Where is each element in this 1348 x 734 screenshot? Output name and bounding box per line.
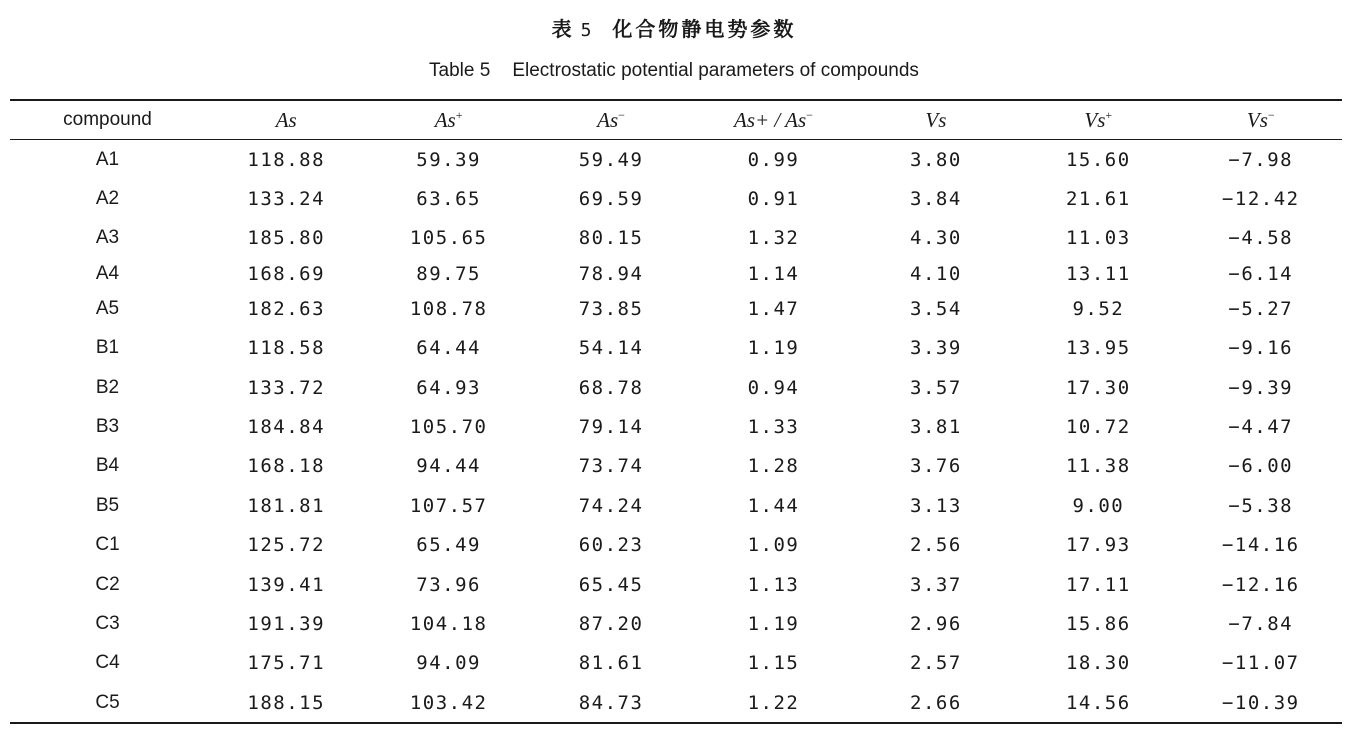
cell-value: 79.14 (578, 416, 644, 439)
cell-value: 65.49 (416, 534, 481, 557)
cell-value: 3.84 (910, 188, 962, 211)
cell-value: 89.75 (416, 262, 481, 285)
cell-value: 73.96 (416, 573, 481, 596)
cell-value: 80.15 (578, 227, 644, 250)
table-row (10, 329, 1342, 368)
cell-value: 2.96 (910, 612, 962, 635)
cell-value: 3.81 (910, 416, 962, 439)
cell-compound: C2 (95, 573, 120, 595)
cell-value: 74.24 (578, 494, 644, 517)
cell-value: 3.57 (910, 376, 962, 399)
title-en-text: Electrostatic potential parameters of compounds (512, 60, 919, 81)
cell-compound: B1 (95, 337, 120, 359)
cell-value: −10.39 (1221, 691, 1300, 714)
cell-value: −5.27 (1228, 297, 1294, 320)
cell-value: −5.38 (1228, 494, 1294, 517)
cell-value: 3.39 (910, 337, 962, 360)
cell-value: 81.61 (578, 652, 644, 675)
cell-compound: B2 (95, 376, 120, 398)
title-cn-text: 化合物静电势参数 (612, 17, 797, 41)
table-row (10, 219, 1342, 258)
cell-value: 139.41 (247, 573, 326, 596)
cell-value: 185.80 (247, 227, 326, 250)
cell-value: −9.39 (1228, 376, 1294, 399)
cell-value: 65.45 (578, 573, 644, 596)
table-row (10, 289, 1342, 328)
cell-value: −6.00 (1228, 455, 1294, 478)
cell-value: 78.94 (578, 262, 644, 285)
cell-value: 11.38 (1065, 455, 1131, 478)
cell-value: 11.03 (1065, 227, 1131, 250)
cell-value: 10.72 (1065, 416, 1131, 439)
cell-value: −14.16 (1221, 534, 1300, 557)
cell-value: −7.98 (1228, 148, 1294, 171)
header-vs: Vs (925, 107, 947, 132)
cell-value: 1.32 (747, 227, 800, 250)
cell-value: 1.13 (747, 573, 800, 596)
cell-value: 68.78 (578, 376, 644, 399)
cell-value: 118.88 (247, 148, 326, 171)
cell-value: 1.19 (747, 337, 800, 360)
cell-value: 21.61 (1065, 188, 1131, 211)
cell-value: 107.57 (409, 494, 488, 517)
cell-value: 87.20 (578, 612, 644, 635)
header-vs-plus: Vs+ (1084, 107, 1113, 132)
cell-value: 133.72 (247, 376, 326, 399)
cell-value: 60.23 (578, 534, 644, 557)
cell-value: 182.63 (247, 297, 326, 320)
cell-value: 184.84 (247, 416, 326, 439)
cell-value: 13.95 (1065, 337, 1131, 360)
cell-compound: A3 (95, 227, 120, 249)
cell-value: 181.81 (247, 494, 326, 517)
cell-value: 188.15 (247, 691, 326, 714)
cell-value: −9.16 (1228, 337, 1294, 360)
cell-value: 1.33 (747, 416, 800, 439)
header-compound: compound (63, 109, 152, 130)
cell-value: 3.54 (910, 297, 962, 320)
cell-compound: B3 (95, 416, 120, 438)
cell-value: 1.22 (747, 691, 800, 714)
cell-value: 59.39 (416, 148, 481, 171)
cell-value: 94.09 (416, 652, 481, 675)
cell-value: 2.57 (910, 652, 962, 675)
electrostatic-potential-table (10, 99, 1342, 724)
cell-compound: C1 (95, 534, 120, 556)
cell-value: −6.14 (1228, 262, 1294, 285)
table-row (10, 179, 1342, 218)
cell-value: 69.59 (578, 188, 644, 211)
header-vs-minus: Vs− (1246, 107, 1275, 132)
table-row (10, 486, 1342, 525)
table-row (10, 526, 1342, 565)
cell-value: 2.56 (910, 534, 962, 557)
table-row (10, 447, 1342, 486)
cell-value: 18.30 (1065, 652, 1131, 675)
cell-value: 17.30 (1065, 376, 1131, 399)
cell-value: 3.80 (910, 148, 962, 171)
cell-value: 73.85 (578, 297, 644, 320)
cell-value: 63.65 (416, 188, 481, 211)
cell-value: 133.24 (247, 188, 326, 211)
title-en-prefix: Table 5 (429, 60, 491, 81)
cell-compound: B4 (95, 455, 120, 477)
cell-value: 105.65 (409, 227, 488, 250)
cell-value: 14.56 (1065, 691, 1131, 714)
cell-compound: B5 (95, 494, 120, 516)
cell-compound: C5 (95, 691, 120, 713)
cell-value: 1.28 (747, 455, 800, 478)
cell-value: 94.44 (416, 455, 481, 478)
cell-value: 1.14 (747, 262, 800, 285)
cell-value: 73.74 (578, 455, 644, 478)
cell-compound: A2 (95, 188, 120, 210)
cell-compound: A4 (95, 262, 120, 284)
cell-compound: A1 (95, 148, 120, 170)
cell-compound: A5 (95, 297, 120, 319)
cell-value: 9.00 (1072, 494, 1125, 517)
title-cn-number: 5 (580, 20, 595, 41)
cell-value: 3.76 (910, 455, 962, 478)
cell-value: 175.71 (247, 652, 326, 675)
table-row (10, 140, 1342, 180)
cell-value: 168.69 (247, 262, 326, 285)
table-title-english (0, 57, 1348, 85)
cell-value: 105.70 (409, 416, 488, 439)
table-title-chinese (0, 14, 1348, 44)
cell-value: 1.44 (747, 494, 800, 517)
cell-compound: C3 (95, 612, 120, 634)
table-header-row (10, 100, 1342, 140)
cell-value: 15.86 (1065, 612, 1131, 635)
cell-value: 1.15 (747, 652, 800, 675)
cell-value: 13.11 (1065, 262, 1131, 285)
cell-value: 1.09 (747, 534, 800, 557)
cell-value: 4.10 (910, 262, 962, 285)
cell-value: −12.42 (1221, 188, 1300, 211)
table-row (10, 683, 1342, 723)
table-row (10, 368, 1342, 407)
cell-value: 108.78 (409, 297, 488, 320)
table-row (10, 407, 1342, 446)
cell-value: −4.47 (1228, 416, 1294, 439)
table-row (10, 604, 1342, 643)
cell-value: −12.16 (1221, 573, 1300, 596)
cell-value: 191.39 (247, 612, 326, 635)
cell-value: 1.47 (747, 297, 800, 320)
header-as-plus: As+ (434, 107, 463, 132)
header-as-minus: As− (597, 107, 625, 132)
table-row (10, 565, 1342, 604)
cell-value: 17.11 (1065, 573, 1131, 596)
cell-value: 3.13 (910, 494, 962, 517)
header-as: As (275, 107, 297, 132)
cell-value: 168.18 (247, 455, 326, 478)
cell-compound: C4 (95, 652, 120, 674)
cell-value: −4.58 (1228, 227, 1294, 250)
cell-value: 15.60 (1065, 148, 1131, 171)
cell-value: 84.73 (578, 691, 644, 714)
cell-value: 4.30 (910, 227, 962, 250)
cell-value: 3.37 (910, 573, 962, 596)
cell-value: 64.93 (416, 376, 481, 399)
cell-value: 64.44 (416, 337, 481, 360)
cell-value: 0.94 (747, 376, 800, 399)
cell-value: 103.42 (409, 691, 488, 714)
cell-value: 2.66 (910, 691, 962, 714)
cell-value: 104.18 (409, 612, 488, 635)
cell-value: 54.14 (578, 337, 644, 360)
table-row (10, 644, 1342, 683)
cell-value: −11.07 (1221, 652, 1300, 675)
cell-value: 9.52 (1072, 297, 1125, 320)
cell-value: 59.49 (578, 148, 644, 171)
header-as-ratio: As+ / As− (734, 107, 813, 132)
cell-value: 125.72 (247, 534, 326, 557)
cell-value: 17.93 (1065, 534, 1131, 557)
table-row (10, 258, 1342, 289)
cell-value: 1.19 (747, 612, 800, 635)
title-cn-prefix: 表 (551, 17, 575, 41)
cell-value: 118.58 (247, 337, 326, 360)
cell-value: 0.91 (747, 188, 800, 211)
cell-value: −7.84 (1228, 612, 1294, 635)
cell-value: 0.99 (747, 148, 800, 171)
